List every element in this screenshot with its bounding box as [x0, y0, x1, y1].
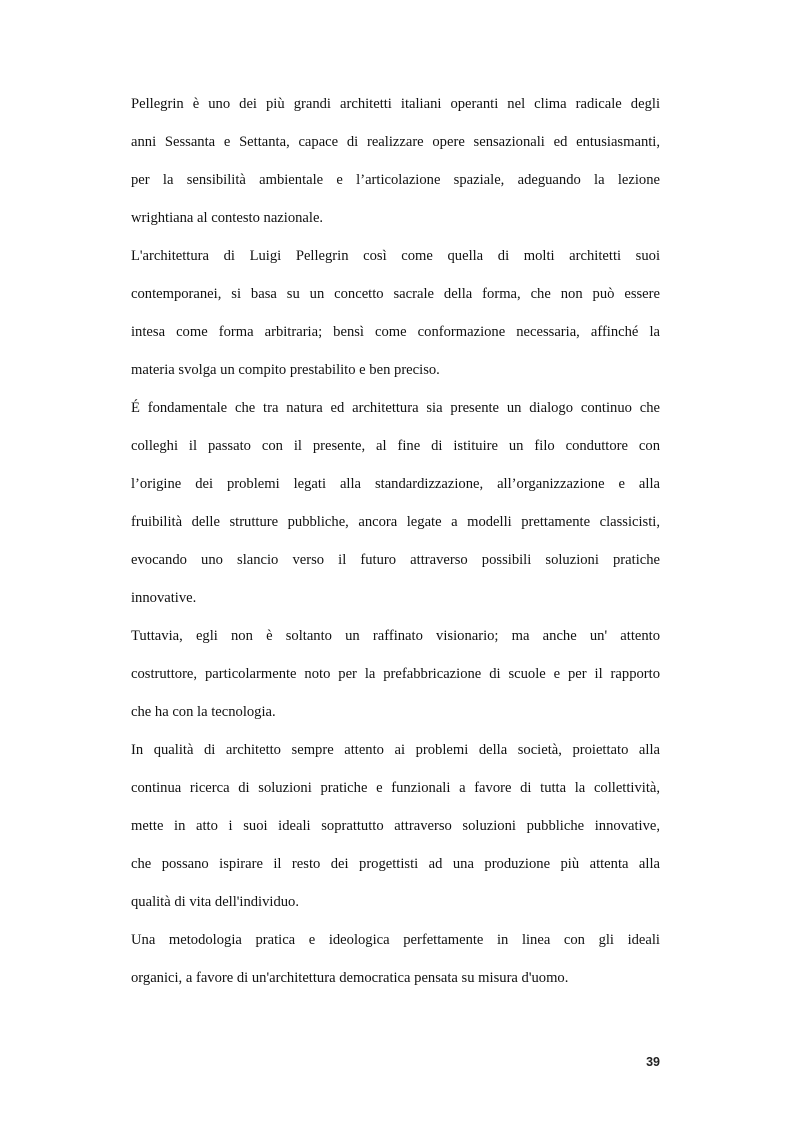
paragraph-6-line-2: organici, a favore di un'architettura democratica pensata su misura d'uomo.	[131, 970, 569, 986]
paragraph-4-line-1: Tuttavia, egli non è soltanto un raffinato visionario; ma anche un' attento	[131, 628, 660, 644]
page-number: 39	[646, 1055, 660, 1069]
paragraph-3-line-6: innovative.	[131, 590, 197, 606]
paragraph-5-line-3: mette in atto i suoi ideali soprattutto attraverso soluzioni pubbliche innovative,	[131, 818, 660, 834]
paragraph-1-line-3: per la sensibilità ambientale e l’articolazione spaziale, adeguando la lezione	[131, 172, 660, 188]
paragraph-2-line-3: intesa come forma arbitraria; bensì come conformazione necessaria, affinché la	[131, 324, 660, 340]
paragraph-2-line-4: materia svolga un compito prestabilito e ben preciso.	[131, 362, 440, 378]
paragraph-3-line-3: l’origine dei problemi legati alla standardizzazione, all’organizzazione e alla	[131, 476, 660, 492]
paragraph-1-line-1: Pellegrin è uno dei più grandi architetti italiani operanti nel clima radicale degli	[131, 96, 660, 112]
paragraph-3-line-2: colleghi il passato con il presente, al fine di istituire un filo conduttore con	[131, 438, 660, 454]
paragraph-5-line-2: continua ricerca di soluzioni pratiche e funzionali a favore di tutta la collettività,	[131, 780, 660, 796]
paragraph-3-line-4: fruibilità delle strutture pubbliche, ancora legate a modelli prettamente classicisti,	[131, 514, 660, 530]
paragraph-2-line-2: contemporanei, si basa su un concetto sacrale della forma, che non può essere	[131, 286, 660, 302]
paragraph-1-line-4: wrightiana al contesto nazionale.	[131, 210, 324, 226]
paragraph-4-line-2: costruttore, particolarmente noto per la prefabbricazione di scuole e per il rapporto	[131, 666, 660, 682]
paragraph-2-line-1: L'architettura di Luigi Pellegrin così come quella di molti architetti suoi	[131, 248, 660, 264]
paragraph-4-line-3: che ha con la tecnologia.	[131, 704, 276, 720]
paragraph-5-line-5: qualità di vita dell'individuo.	[131, 894, 299, 910]
paragraph-5-line-1: In qualità di architetto sempre attento ai problemi della società, proiettato alla	[131, 742, 660, 758]
paragraph-3-line-1: É fondamentale che tra natura ed architettura sia presente un dialogo continuo che	[131, 400, 660, 416]
paragraph-6-line-1: Una metodologia pratica e ideologica perfettamente in linea con gli ideali	[131, 932, 660, 948]
paragraph-5-line-4: che possano ispirare il resto dei progettisti ad una produzione più attenta alla	[131, 856, 660, 872]
paragraph-1-line-2: anni Sessanta e Settanta, capace di realizzare opere sensazionali ed entusiasmanti,	[131, 134, 660, 150]
paragraph-3-line-5: evocando uno slancio verso il futuro attraverso possibili soluzioni pratiche	[131, 552, 660, 568]
